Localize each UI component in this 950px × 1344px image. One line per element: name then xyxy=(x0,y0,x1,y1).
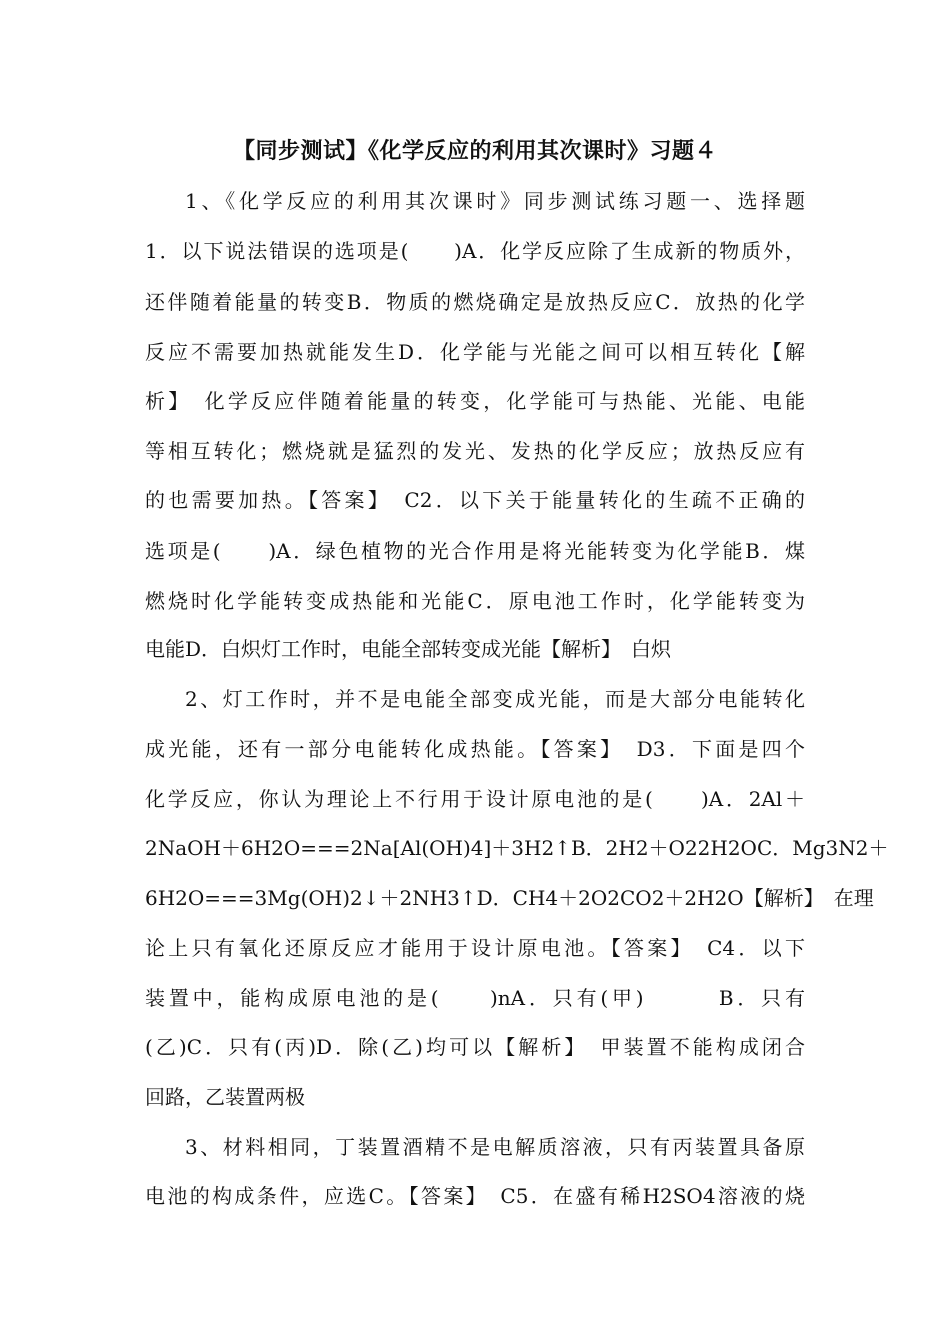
document-title: 【同步测试】《化学反应的利用其次课时》习题４ xyxy=(232,138,717,164)
paragraph-1-line-10: 电能D．白炽灯工作时，电能全部转变成光能【解析】 白炽 xyxy=(145,637,672,661)
paragraph-2-line-9: 回路，乙装置两极 xyxy=(145,1085,305,1109)
paragraph-1-line-2: 1．以下说法错误的选项是( )A．化学反应除了生成新的物质外， xyxy=(145,239,805,263)
paragraph-3-line-1: 3、材料相同，丁装置酒精不是电解质溶液，只有丙装置具备原 xyxy=(185,1135,805,1159)
paragraph-2-line-1: 2、灯工作时，并不是电能全部变成光能，而是大部分电能转化 xyxy=(185,687,805,711)
paragraph-1-line-1: 1、《化学反应的利用其次课时》同步测试练习题一、选择题 xyxy=(185,189,805,213)
paragraph-3-line-2: 电池的构成条件，应选C。【答案】 C5．在盛有稀H2SO4溶液的烧 xyxy=(145,1184,805,1208)
paragraph-2-line-4: 2NaOH＋6H2O===2Na[Al(OH)4]＋3H2↑B．2H2＋O22H2OC．Mg3N2＋ xyxy=(145,836,889,860)
paragraph-1-line-7: 的也需要加热。【答案】 C2．以下关于能量转化的生疏不正确的 xyxy=(145,488,805,512)
paragraph-1-line-3: 还伴随着能量的转变B．物质的燃烧确定是放热反应C．放热的化学 xyxy=(145,290,805,314)
paragraph-1-line-9: 燃烧时化学能转变成热能和光能C．原电池工作时，化学能转变为 xyxy=(145,589,805,613)
paragraph-1-line-5: 析】 化学反应伴随着能量的转变，化学能可与热能、光能、电能 xyxy=(145,389,805,413)
paragraph-2-line-5: 6H2O===3Mg(OH)2↓＋2NH3↑D．CH4＋2O2CO2＋2H2O【解析】 在理 xyxy=(145,886,874,910)
paragraph-2-line-7: 装置中，能构成原电池的是( )nA．只有(甲) B．只有 xyxy=(145,986,805,1010)
paragraph-1-line-4: 反应不需要加热就能发生D．化学能与光能之间可以相互转化【解 xyxy=(145,340,805,364)
paragraph-1-line-8: 选项是( )A．绿色植物的光合作用是将光能转变为化学能B．煤 xyxy=(145,539,805,563)
paragraph-2-line-6: 论上只有氧化还原反应才能用于设计原电池。【答案】 C4．以下 xyxy=(145,936,805,960)
paragraph-2-line-2: 成光能，还有一部分电能转化成热能。【答案】 D3．下面是四个 xyxy=(145,737,805,761)
paragraph-2-line-3: 化学反应，你认为理论上不行用于设计原电池的是( )A．2Al＋ xyxy=(145,787,805,811)
paragraph-2-line-8: (乙)C．只有(丙)D．除(乙)均可以【解析】 甲装置不能构成闭合 xyxy=(145,1035,805,1059)
paragraph-1-line-6: 等相互转化；燃烧就是猛烈的发光、发热的化学反应；放热反应有 xyxy=(145,439,805,463)
